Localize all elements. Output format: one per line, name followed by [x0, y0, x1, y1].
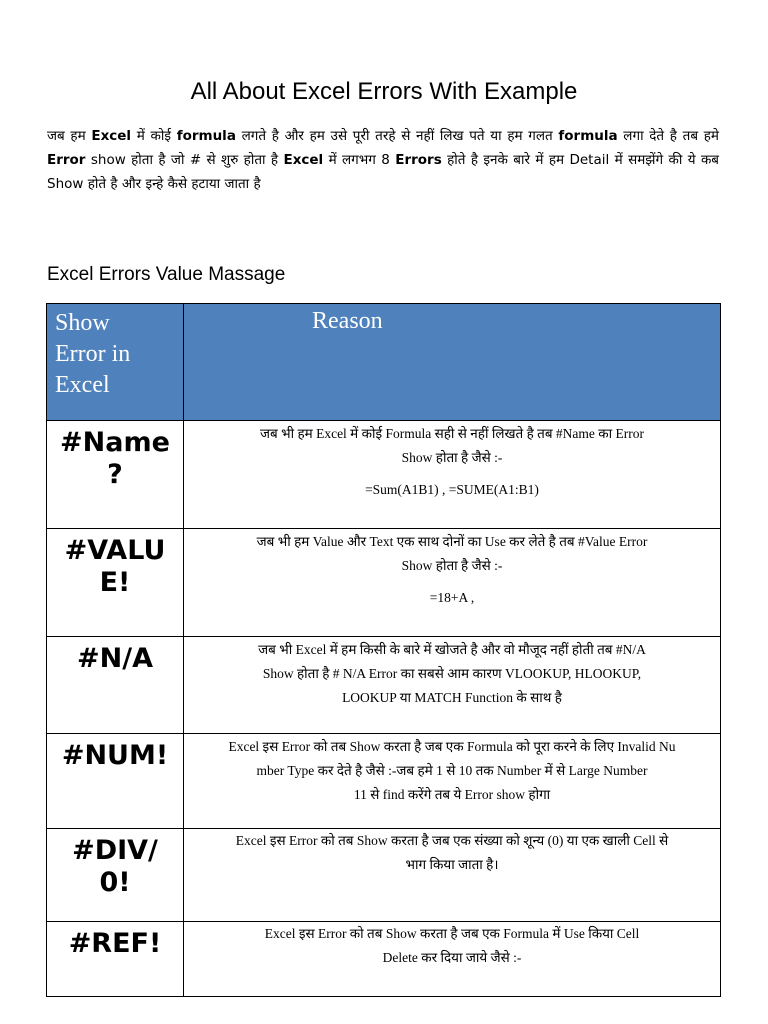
error-code-line: 0! [99, 867, 131, 898]
table-row [47, 637, 721, 734]
error-code-line: #Name [60, 427, 170, 458]
error-reason-cell [184, 637, 721, 734]
reason-line: Excel इस Error को तब Show करता है जब एक Formula को पूरा करने के लिए Invalid Nu [228, 739, 676, 754]
error-reason-cell [184, 734, 721, 829]
header-line: Show [55, 310, 110, 336]
error-code-line: E! [99, 567, 131, 598]
table-row [47, 829, 721, 922]
intro-segment: जब हम [47, 128, 92, 144]
error-reason-cell [184, 829, 721, 922]
reason-line: भाग किया जाता है। [405, 857, 499, 872]
error-code-line: #N/A [77, 643, 153, 674]
error-code-line: #REF! [68, 928, 162, 959]
error-reason-cell [184, 529, 721, 637]
intro-segment: में कोई [131, 128, 177, 144]
error-code-cell [47, 829, 184, 922]
intro-segment: show होता है जो # से शुरु होता है [85, 152, 284, 168]
intro-segment: Excel [91, 128, 132, 144]
header-line: Error in [55, 341, 131, 367]
excel-errors-table [46, 303, 721, 997]
reason-line: 11 से find करेंगे तब ये Error show होगा [353, 787, 551, 802]
error-reason-cell [184, 922, 721, 997]
intro-segment: होते है इनके बारे में हम Detail में समझेंगे की ये कब Show होते है और इन्हे कैसे हटाया जाता है [47, 152, 720, 192]
reason-line: जब भी हम Excel में कोई Formula सही से नहीं लिखते है तब #Name का Error [260, 426, 644, 441]
page-title: All About Excel Errors With Example [190, 78, 578, 105]
intro-segment: Excel [283, 152, 324, 168]
reason-line: Show होता है जैसे :- [401, 450, 503, 465]
error-code-cell [47, 734, 184, 829]
reason-line: Delete कर दिया जाये जैसे :- [382, 950, 522, 965]
header-reason: Reason [184, 304, 721, 421]
error-code-cell [47, 637, 184, 734]
intro-segment: formula [176, 128, 236, 144]
reason-line: जब भी हम Value और Text एक साथ दोनों का Use कर लेते है तब #Value Error [256, 534, 648, 549]
intro-segment: लगते है और हम उसे पूरी तरहे से नहीं लिख पते या हम गलत [235, 128, 559, 144]
error-code-cell [47, 922, 184, 997]
error-code-line: ? [107, 459, 123, 490]
table-row [47, 734, 721, 829]
formula-example: =Sum(A1B1) , =SUME(A1:B1) [365, 482, 539, 497]
intro-paragraph [47, 124, 719, 196]
error-code-line: #DIV/ [72, 835, 158, 866]
table-row [47, 922, 721, 997]
table-header-row [47, 304, 721, 421]
error-code-cell [47, 529, 184, 637]
intro-segment: Error [47, 152, 86, 168]
reason-line: जब भी Excel में हम किसी के बारे में खोजते है और वो मौजूद नहीं होती तब #N/A [258, 642, 646, 657]
reason-line: Show होता है # N/A Error का सबसे आम कारण VLOOKUP, HLOOKUP, [262, 666, 642, 681]
table-row [47, 529, 721, 637]
error-code-line: #VALU [64, 535, 166, 566]
intro-segment: formula [558, 128, 618, 144]
section-subtitle: Excel Errors Value Massage [47, 264, 286, 285]
reason-line: Excel इस Error को तब Show करता है जब एक Formula में Use किया Cell [264, 926, 640, 941]
reason-line: Show होता है जैसे :- [401, 558, 503, 573]
intro-text [47, 124, 719, 196]
error-code-cell [47, 421, 184, 529]
intro-segment: में लगभग 8 [323, 152, 396, 168]
error-reason-cell [184, 421, 721, 529]
header-show-error [47, 304, 184, 421]
intro-segment: Errors [395, 152, 442, 168]
reason-line: mber Type कर देते है जैसे :-जब हमे 1 से 10 तक Number में से Large Number [256, 763, 648, 778]
header-line: Excel [55, 372, 110, 398]
error-code-line: #NUM! [61, 740, 169, 771]
reason-line: Excel इस Error को तब Show करता है जब एक संख्या को शून्य (0) या एक खाली Cell से [235, 833, 669, 848]
reason-line: LOOKUP या MATCH Function के साथ है [342, 690, 562, 705]
formula-example: =18+A , [429, 590, 475, 605]
table-row [47, 421, 721, 529]
intro-segment: लगा देते है तब हमे [617, 128, 719, 144]
